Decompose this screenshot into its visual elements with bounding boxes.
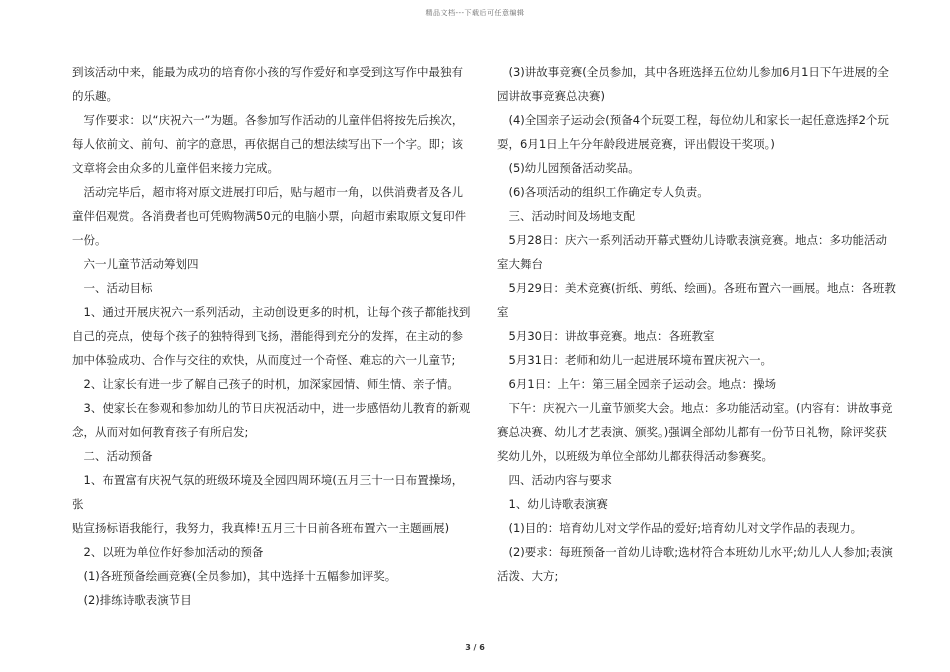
left-column (72, 60, 472, 612)
text-line: (3)讲故事竞赛(全员参加，其中各班选择五位幼儿参加6月1日下午进展的全 (497, 65, 889, 79)
text-line: 的乐趣。 (72, 89, 118, 103)
text-line: 文章将会由众多的儿童伴侣来接力完成。 (72, 161, 279, 175)
text-line: 3、使家长在参观和参加幼儿的节日庆祝活动中，进一步感悟幼儿教育的新观 (72, 401, 471, 415)
text-line: 赛总决赛、幼儿才艺表演、颁奖。)强调全部幼儿都有一份节日礼物，除评奖获 (497, 425, 887, 439)
text-line: (2)排练诗歌表演节目 (72, 593, 192, 607)
page-header: 精品文档---下载后可任意编辑 (425, 9, 525, 17)
text-line: 5月30日：讲故事竞赛。地点：各班教室 (497, 329, 715, 343)
text-line: 2、让家长有进一步了解自己孩子的时机，加深家园情、师生情、亲子情。 (72, 377, 459, 391)
page-number: 3 / 6 (465, 643, 485, 652)
text-line: 四、活动内容与要求 (497, 473, 612, 487)
text-line: 5月31日：老师和幼儿一起进展环境布置庆祝六一。 (497, 353, 772, 367)
right-column (497, 60, 897, 588)
text-line: 自己的亮点，使每个孩子的独特得到飞扬，潜能得到充分的发挥，在主动的参 (72, 329, 463, 343)
text-line: 念，从而对如何教育孩子有所启发; (72, 425, 249, 439)
text-line: 二、活动预备 (72, 449, 153, 463)
text-line: 写作要求：以“庆祝六一”为题。各参加写作活动的儿童伴侣将按先后挨次， (72, 113, 464, 127)
text-line: 每人依前文、前句、前字的意思，再依据自己的想法续写出下一个字。即；该 (72, 137, 463, 151)
text-line: 1、通过开展庆祝六一系列活动，主动创设更多的时机，让每个孩子都能找到 (72, 305, 471, 319)
text-line: 三、活动时间及场地支配 (497, 209, 635, 223)
text-line: 5月28日：庆六一系列活动开幕式暨幼儿诗歌表演竞赛。地点：多功能活动 (497, 233, 887, 247)
text-line: (5)幼儿园预备活动奖品。 (497, 161, 640, 175)
text-line: (1)目的：培育幼儿对文学作品的爱好;培育幼儿对文学作品的表现力。 (497, 521, 863, 535)
text-line: 一份。 (72, 233, 107, 247)
text-line: 5月29日：美术竞赛(折纸、剪纸、绘画)。各班布置六一画展。地点：各班教 (497, 281, 896, 295)
text-line: 活动完毕后，超市将对原文进展打印后，贴与超市一角，以供消费者及各儿 (72, 185, 463, 199)
text-line: (1)各班预备绘画竞赛(全员参加)，其中选择十五幅参加评奖。 (72, 569, 397, 583)
text-line: 室 (497, 305, 509, 319)
text-line: (4)全国亲子运动会(预备4个玩耍工程，每位幼儿和家长一起任意选择2个玩 (497, 113, 889, 127)
text-line: 贴宣扬标语我能行，我努力，我真棒!五月三十日前各班布置六一主题画展) (72, 521, 450, 535)
text-line: 一、活动目标 (72, 281, 153, 295)
text-line: 6月1日：上午：第三届全园亲子运动会。地点：操场 (497, 377, 777, 391)
text-line: (6)各项活动的组织工作确定专人负责。 (497, 185, 709, 199)
text-line: 奖幼儿外，以班级为单位全部幼儿都获得活动参赛奖。 (497, 449, 773, 463)
text-line: 1、布置富有庆祝气氛的班级环境及全园四周环境(五月三十一日布置操场，张 (72, 473, 464, 511)
text-line: (2)要求：每班预备一首幼儿诗歌;选材符合本班幼儿水平;幼儿人人参加;表演 (497, 545, 893, 559)
text-line: 六一儿童节活动筹划四 (72, 257, 199, 271)
text-line: 耍，6月1日上午分年龄段进展竞赛，评出假设干奖项。) (497, 137, 775, 151)
text-line: 1、幼儿诗歌表演赛 (497, 497, 608, 511)
text-line: 童伴侣观赏。各消费者也可凭购物满50元的电脑小票，向超市索取原文复印件 (72, 209, 467, 223)
text-line: 室大舞台 (497, 257, 543, 271)
text-line: 园讲故事竞赛总决赛) (497, 89, 605, 103)
text-line: 2、以班为单位作好参加活动的预备 (72, 545, 264, 559)
text-line: 到该活动中来，能最为成功的培育你小孩的写作爱好和享受到这写作中最独有 (72, 65, 463, 79)
text-line: 加中体验成功、合作与交往的欢快，从而度过一个奇怪、难忘的六一儿童节; (72, 353, 456, 367)
text-line: 活泼、大方; (497, 569, 559, 583)
text-line: 下午：庆祝六一儿童节颁奖大会。地点：多功能活动室。(内容有：讲故事竞 (497, 401, 893, 415)
